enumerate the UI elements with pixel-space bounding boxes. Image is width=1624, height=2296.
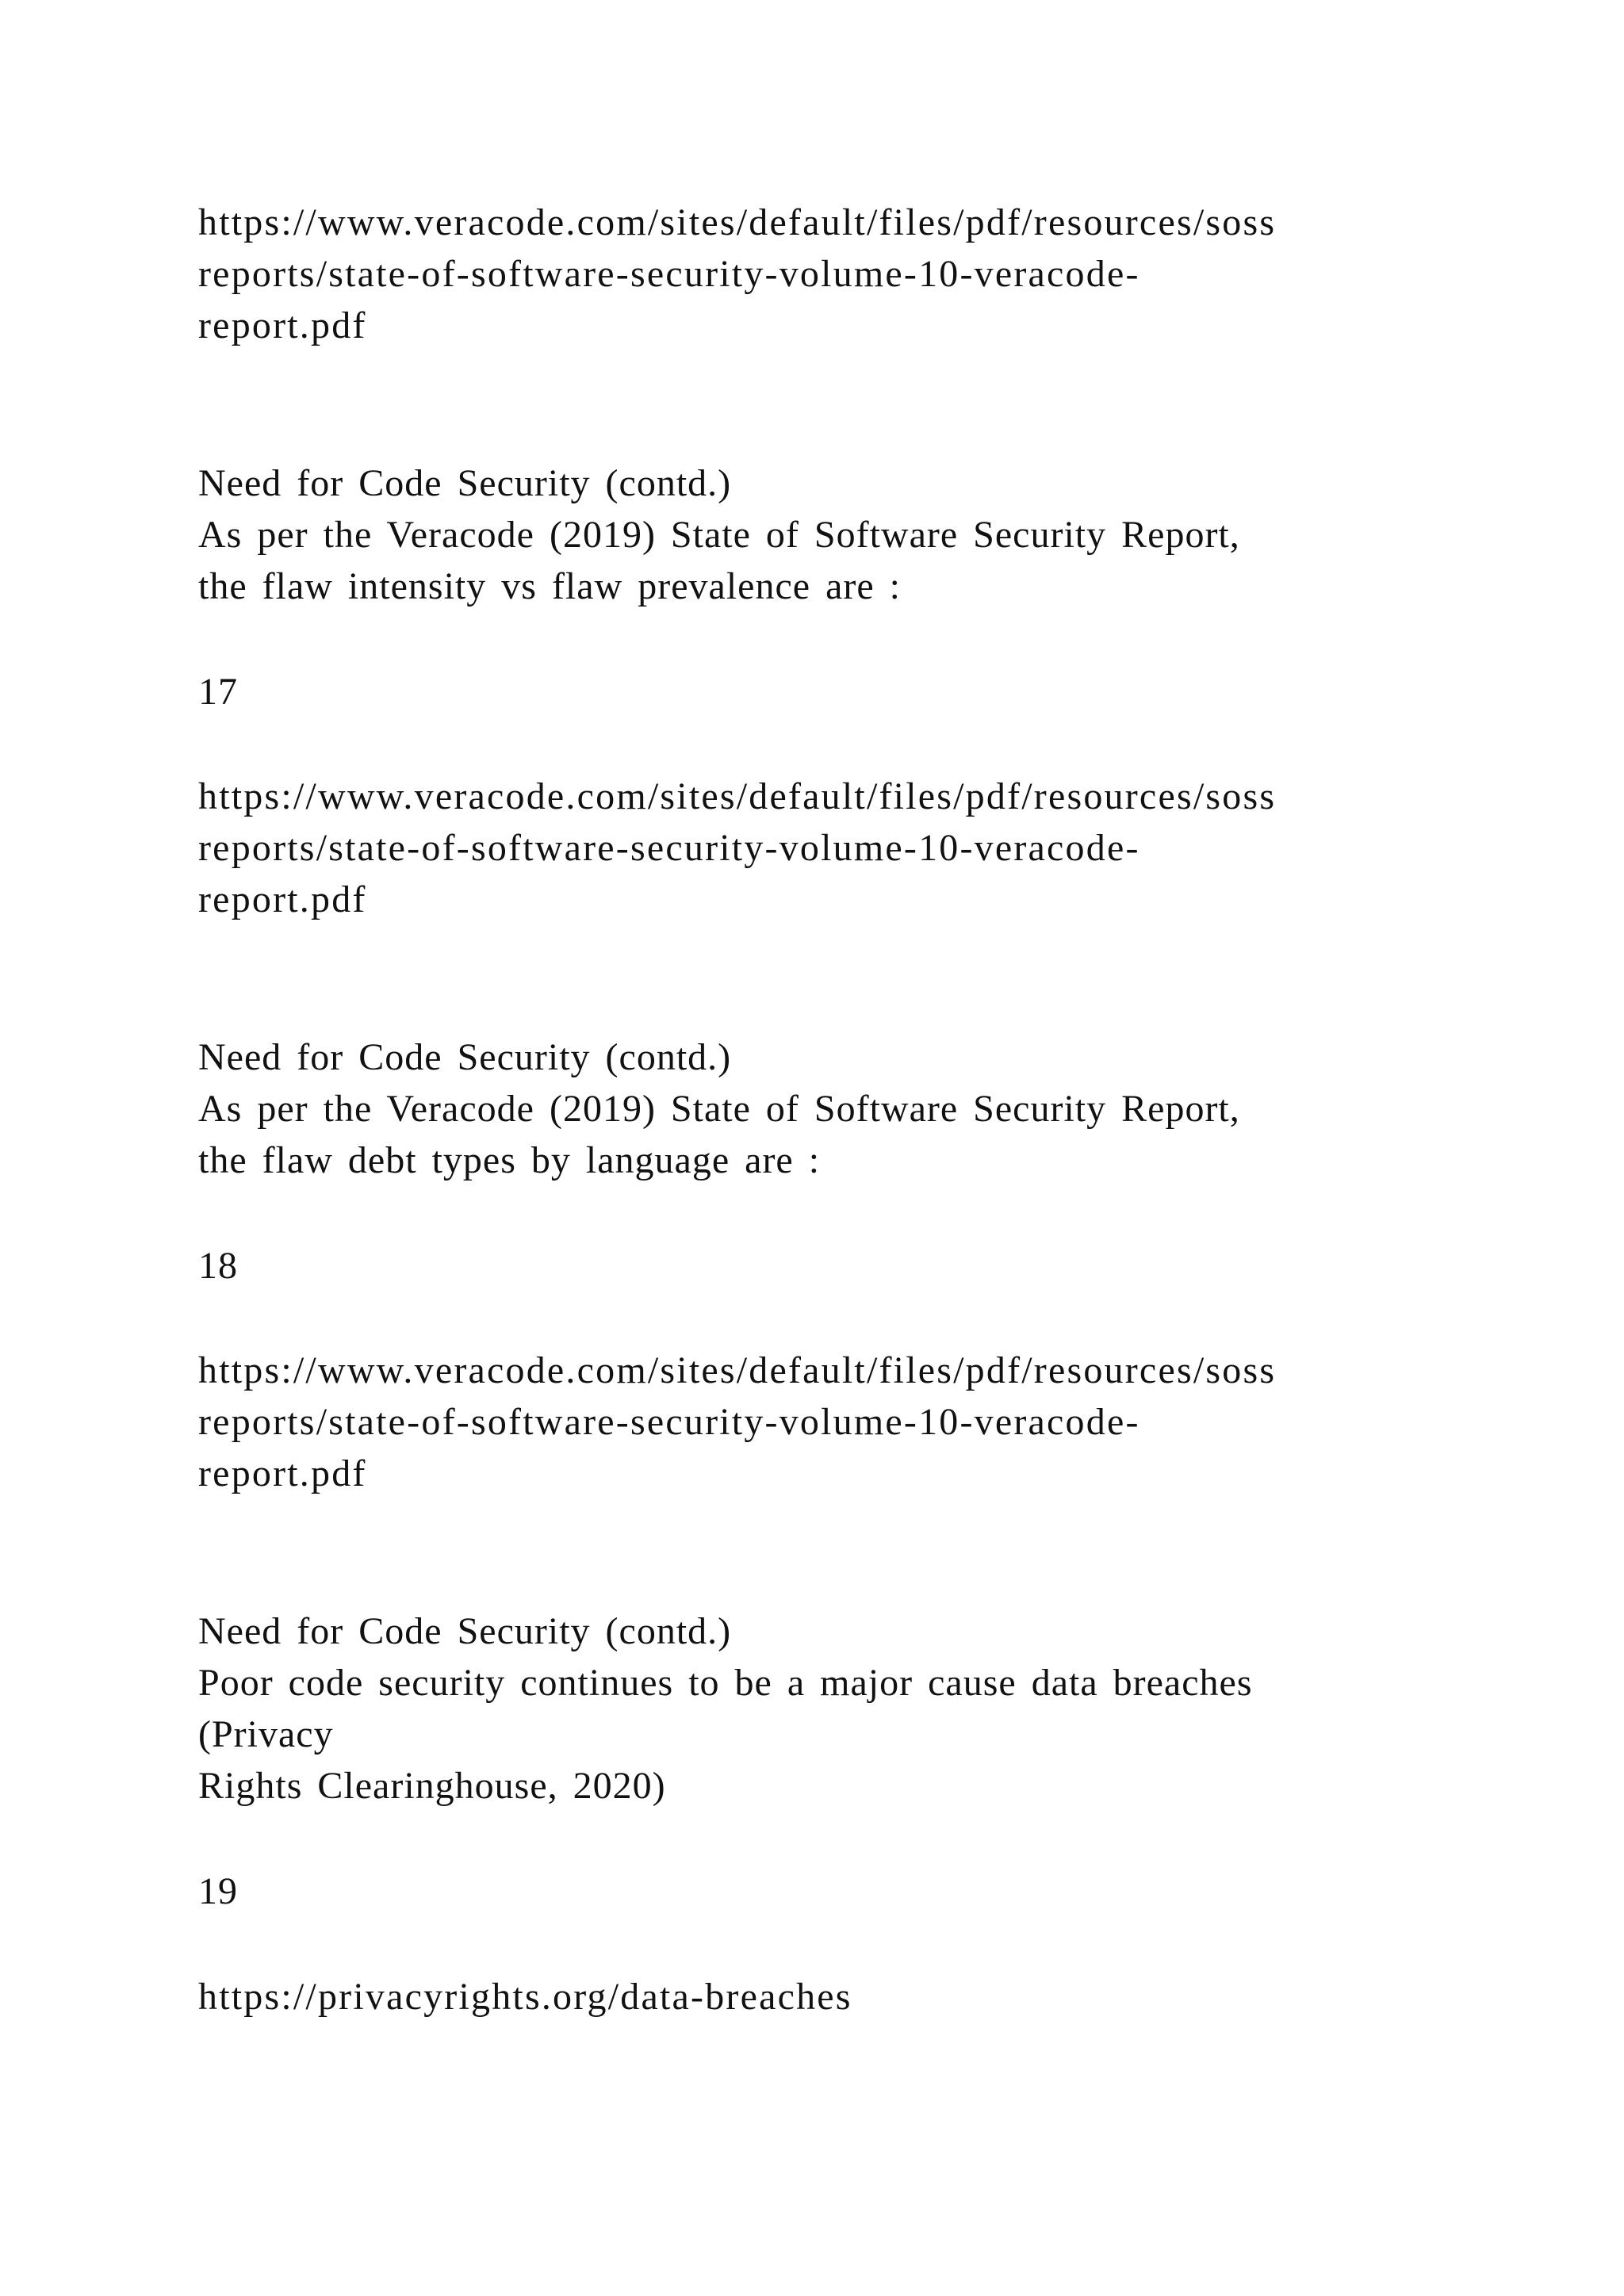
body-text-line: As per the Veracode (2019) State of Software Security Report, [198, 514, 1240, 556]
body-text-line: As per the Veracode (2019) State of Software Security Report, [198, 1088, 1240, 1130]
reference-url-line: reports/state-of-software-security-volume-10-veracode- [198, 1401, 1140, 1443]
reference-url-line: https://www.veracode.com/sites/default/files/pdf/resources/soss [198, 775, 1277, 817]
reference-url-line: https://www.veracode.com/sites/default/files/pdf/resources/soss [198, 201, 1277, 243]
body-text-line: the flaw debt types by language are : [198, 1139, 821, 1181]
body-text-line: Rights Clearinghouse, 2020) [198, 1765, 666, 1807]
page-number: 18 [198, 1245, 238, 1287]
section-heading: Need for Code Security (contd.) [198, 462, 732, 504]
body-text-line: the flaw intensity vs flaw prevalence are : [198, 565, 901, 607]
reference-url-line: report.pdf [198, 1452, 367, 1494]
reference-url-line: reports/state-of-software-security-volume-10-veracode- [198, 827, 1140, 869]
section-heading: Need for Code Security (contd.) [198, 1036, 732, 1078]
section-heading: Need for Code Security (contd.) [198, 1610, 732, 1652]
reference-url-line: https://www.veracode.com/sites/default/files/pdf/resources/soss [198, 1349, 1277, 1391]
page-number: 19 [198, 1870, 238, 1912]
body-text-line: (Privacy [198, 1713, 334, 1755]
reference-url-line: https://privacyrights.org/data-breaches [198, 1976, 852, 2018]
page-number: 17 [198, 671, 238, 713]
reference-url-line: report.pdf [198, 878, 367, 920]
body-text-line: Poor code security continues to be a major cause data breaches [198, 1662, 1253, 1704]
reference-url-line: report.pdf [198, 304, 367, 346]
reference-url-line: reports/state-of-software-security-volume-10-veracode- [198, 253, 1140, 295]
